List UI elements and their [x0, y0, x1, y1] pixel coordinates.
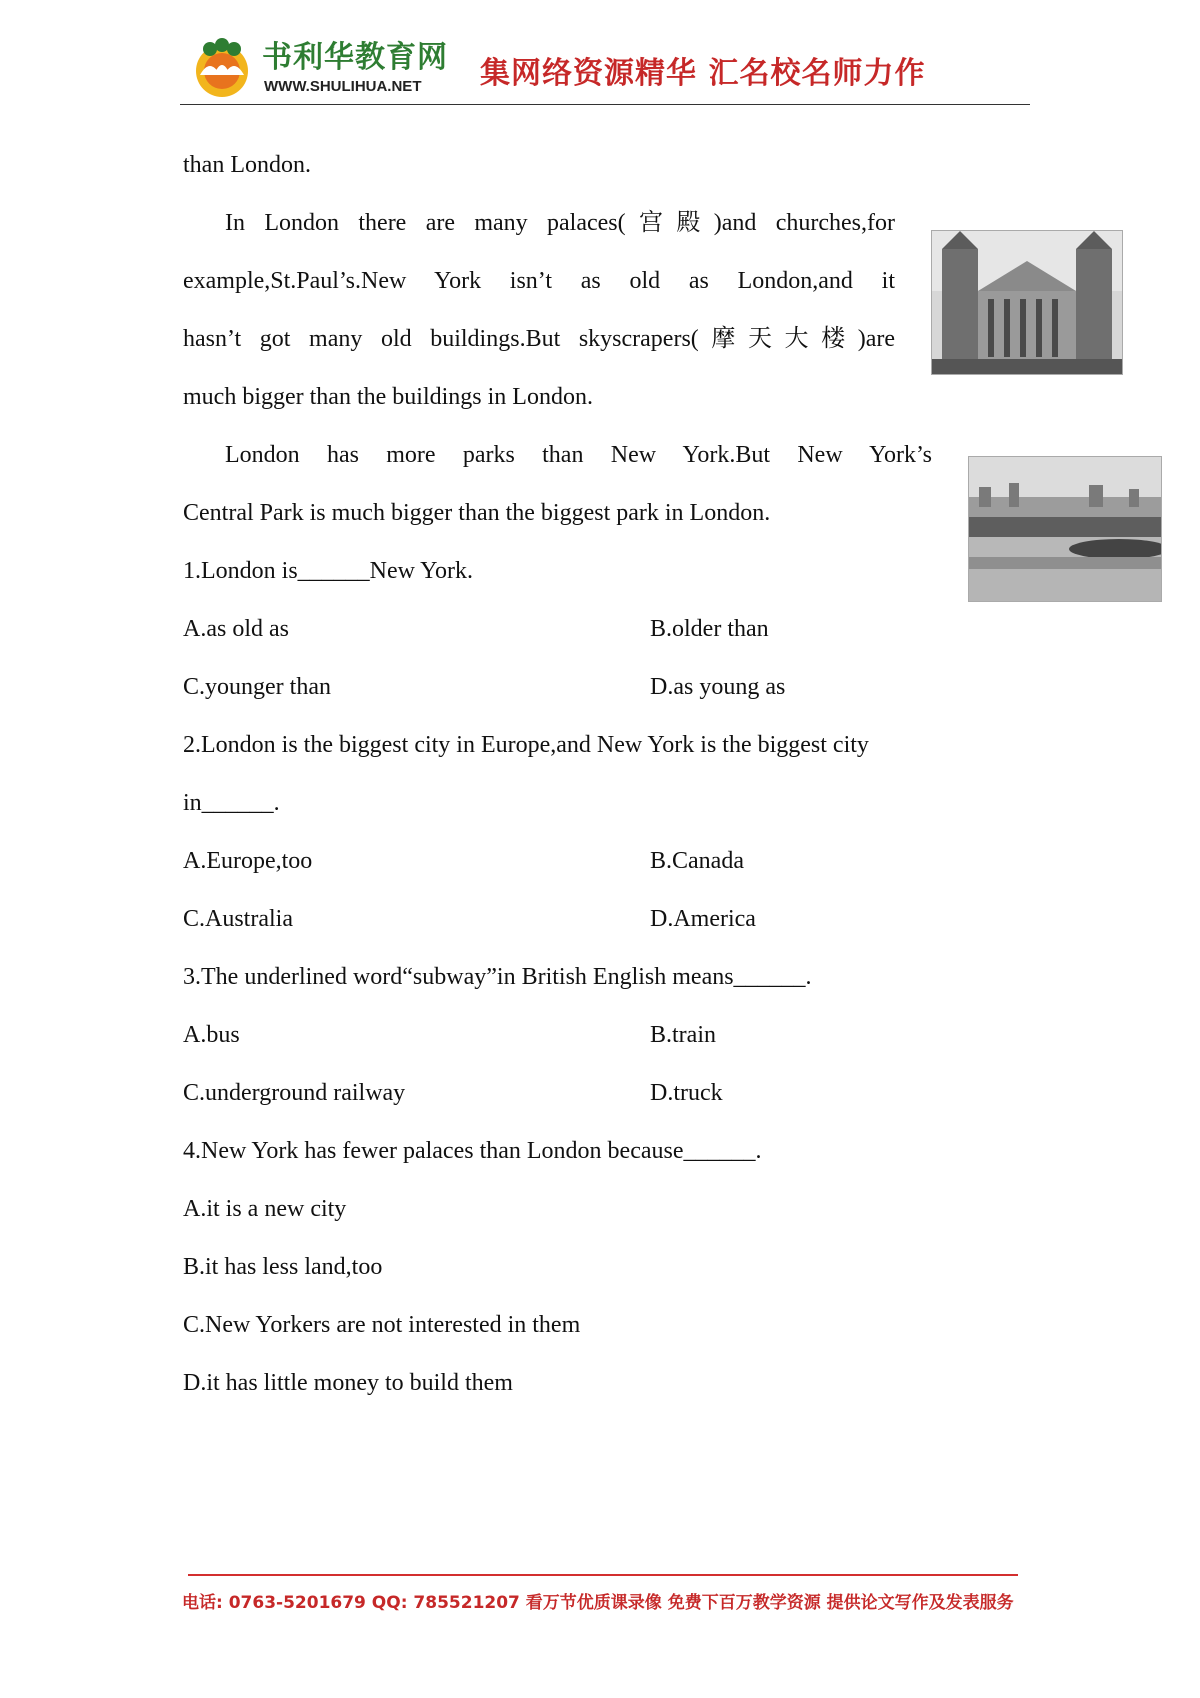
- passage-line: Central Park is much bigger than the biggest park in London.: [183, 500, 771, 526]
- option-a: A.it is a new city: [183, 1196, 347, 1222]
- passage-line: In London there are many palaces(宫殿)and churches,for: [225, 210, 895, 236]
- footer-divider: [188, 1574, 1018, 1576]
- question-stem: 2.London is the biggest city in Europe,and New York is the biggest city: [183, 732, 869, 758]
- option-d: D.truck: [650, 1080, 723, 1106]
- option-a: A.as old as: [183, 616, 289, 642]
- footer-contact: 电话: 0763-5201679 QQ: 785521207 看万节优质课录像 免费下百万教学资源 提供论文写作及发表服务: [182, 1593, 1014, 1613]
- option-d: D.America: [650, 906, 756, 932]
- question-stem: 4.New York has fewer palaces than London because______.: [183, 1138, 762, 1164]
- header-divider: [180, 104, 1030, 105]
- option-c: C.Australia: [183, 906, 293, 932]
- passage-line: example,St.Paul’s.New York isn’t as old as London,and it: [183, 268, 895, 294]
- option-a: A.Europe,too: [183, 848, 313, 874]
- brand-url: WWW.SHULIHUA.NET: [264, 78, 422, 95]
- option-d: D.it has little money to build them: [183, 1370, 513, 1396]
- central-park-photo: [968, 456, 1162, 602]
- option-b: B.train: [650, 1022, 716, 1048]
- question-stem: 3.The underlined word“subway”in British English means______.: [183, 964, 812, 990]
- passage-line: London has more parks than New York.But New York’s: [225, 442, 932, 468]
- logo-icon: [190, 35, 254, 99]
- option-c: C.New Yorkers are not interested in them: [183, 1312, 581, 1338]
- page-header: [180, 30, 1030, 110]
- passage-line: than London.: [183, 152, 311, 178]
- passage-line: much bigger than the buildings in London.: [183, 384, 593, 410]
- option-b: B.older than: [650, 616, 769, 642]
- question-stem: 1.London is______New York.: [183, 558, 474, 584]
- option-b: B.Canada: [650, 848, 744, 874]
- option-c: C.underground railway: [183, 1080, 406, 1106]
- option-a: A.bus: [183, 1022, 240, 1048]
- question-stem-cont: in______.: [183, 790, 280, 816]
- passage-line: hasn’t got many old buildings.But skyscrapers(摩天大楼)are: [183, 326, 895, 352]
- header-slogan: 集网络资源精华 汇名校名师力作: [480, 56, 926, 91]
- option-b: B.it has less land,too: [183, 1254, 383, 1280]
- option-c: C.younger than: [183, 674, 331, 700]
- option-d: D.as young as: [650, 674, 786, 700]
- brand-name: 书利华教育网: [262, 40, 448, 75]
- cathedral-photo: [931, 230, 1123, 375]
